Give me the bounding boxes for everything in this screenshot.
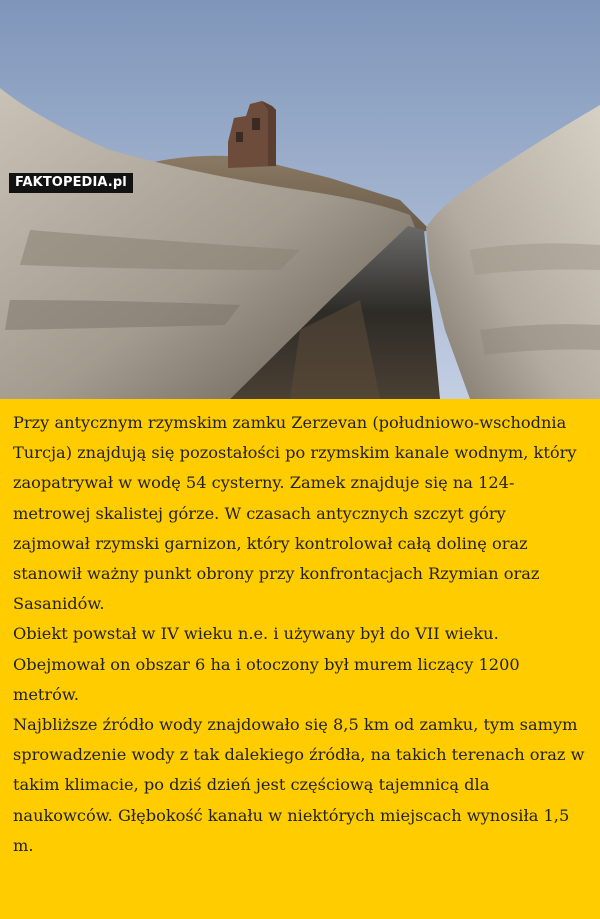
watermark-logo: FAKTOPEDIA.pl	[9, 173, 133, 193]
photo-rock-channel	[0, 0, 600, 399]
photo-illustration	[0, 0, 600, 399]
caption	[0, 399, 600, 861]
caption-paragraph: Najbliższe źródło wody znajdowało się 8,5 km od zamku, tym samym sprowadzenie wody z tak dalekiego źródła, na takich terenach oraz w takim klimacie, po dziś dzień jest częściową tajemnicą dla naukowców. Głębokość kanału w niektórych miejscach wynosiła 1,5 m.	[13, 715, 585, 855]
caption-paragraph: Obiekt powstał w IV wieku n.e. i używany był do VII wieku. Obejmował on obszar 6 ha i otoczony był murem liczący 1200 metrów.	[13, 624, 520, 704]
caption-paragraph: Przy antycznym rzymskim zamku Zerzevan (południowo-wschodnia Turcja) znajdują się pozostałości po rzymskim kanale wodnym, który zaopatrywał w wodę 54 cysterny. Zamek znajduje się na 124-metrowej skalistej górze. W czasach antycznych szczyt góry zajmował rzymski garnizon, który kontrolował całą dolinę oraz stanowił ważny punkt obrony przy konfrontacjach Rzymian oraz Sasanidów.	[13, 413, 577, 614]
